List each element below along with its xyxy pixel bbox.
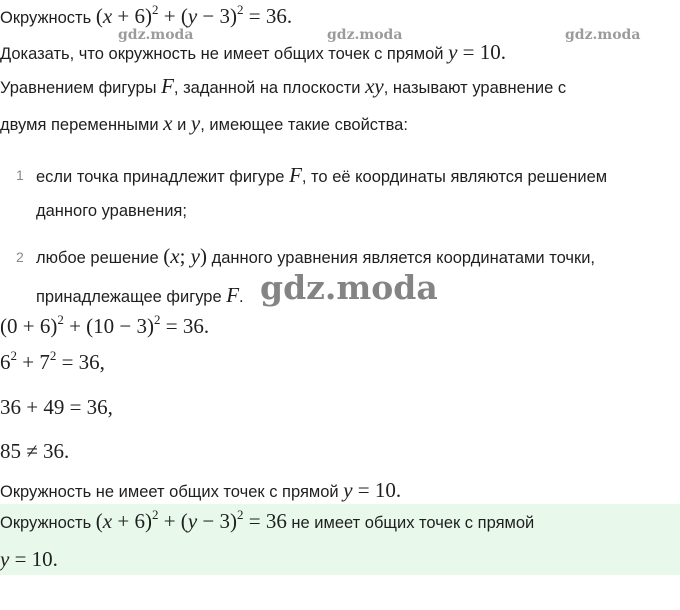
task-statement — [0, 40, 506, 65]
list-item-text: принадлежащее фигуре F. — [36, 283, 244, 307]
solution-step-1: $(0 + 6)^2 + (10 - 3)^2 = 36$. — [0, 312, 210, 338]
circle-word: Окружность — [0, 9, 92, 27]
circle-statement — [0, 4, 292, 29]
pair-xy: (x; y) — [163, 244, 207, 268]
definition-line-1: Уравнением фигуры F, заданной на плоскости xy, называют уравнение с — [0, 74, 567, 98]
list-item-text: если точка принадлежит фигуре F, то её координаты являются решением — [36, 163, 608, 187]
answer-block — [0, 504, 680, 575]
task-text: Доказать, что окружность не имеет общих точек с прямой — [0, 45, 449, 63]
answer-line-1: Окружность $(x + 6)^2 + (y - 3)^2 = 36$ не имеет общих точек с прямой — [0, 507, 535, 533]
list-number: 2 — [16, 249, 24, 265]
watermark: gdz.moda — [327, 27, 403, 43]
task-equation: y = 10. — [448, 40, 507, 64]
definition-line-2: двумя переменными x и y, имеющее такие свойства: — [0, 111, 408, 135]
circle-equation: $(x + 6)^2 + (y - 3)^2 = 36$. — [95, 2, 293, 28]
watermark-large: gdz.moda — [260, 268, 438, 307]
solution-step-2: $6^2 + 7^2 = 36$, — [0, 348, 105, 374]
list-item-text: любое решение (x; y) данного уравнения является координатами точки, — [36, 244, 595, 268]
list-number: 1 — [16, 167, 24, 183]
solution-step-4: 85 ≠ 36. — [0, 439, 70, 463]
watermark: gdz.moda — [565, 27, 641, 43]
list-item-text: данного уравнения; — [36, 202, 187, 220]
answer-line-2: y = 10. — [0, 547, 58, 571]
solution-step-3: 36 + 49 = 36, — [0, 395, 113, 419]
solution-conclusion: Окружность не имеет общих точек с прямой y = 10. — [0, 478, 402, 502]
watermark: gdz.moda — [118, 27, 194, 43]
